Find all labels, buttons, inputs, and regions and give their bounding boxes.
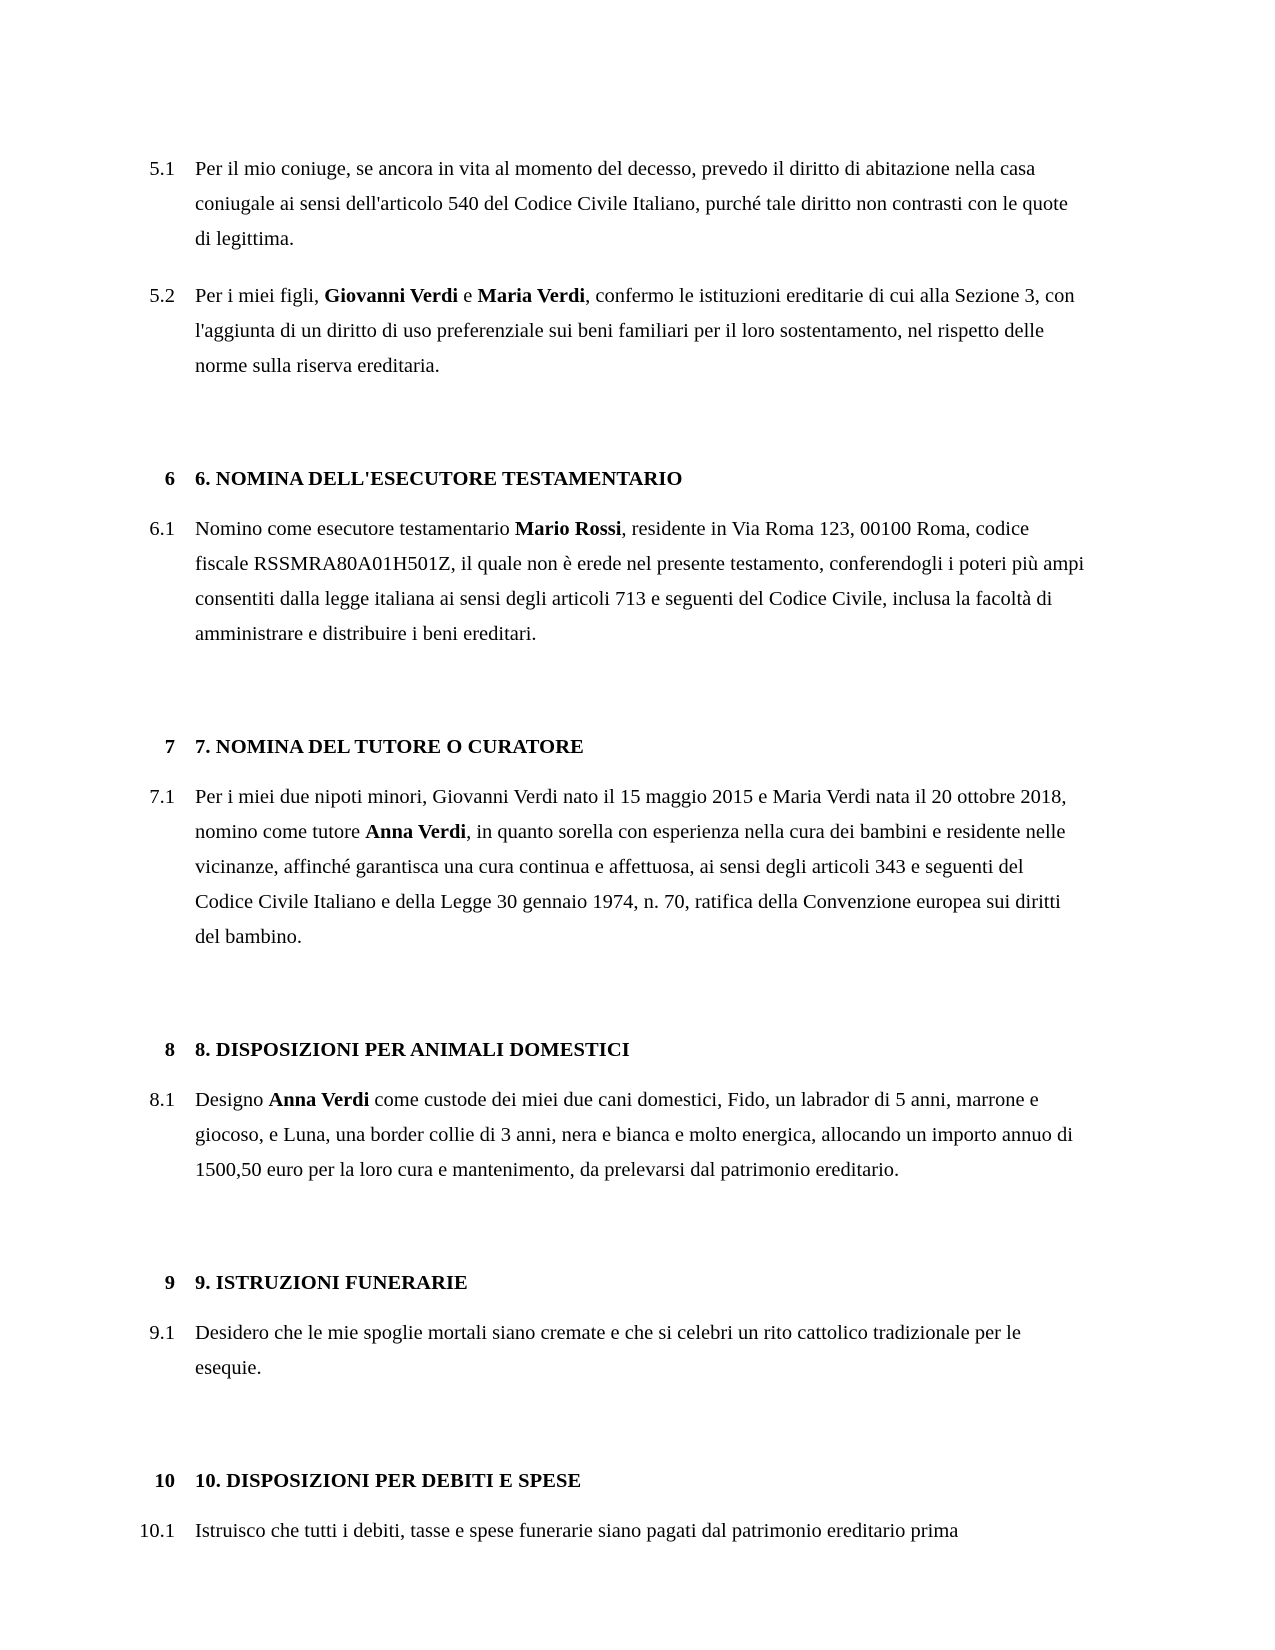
section-title: 9. ISTRUZIONI FUNERARIE — [195, 1272, 468, 1294]
clause-number: 5.1 — [149, 158, 175, 180]
clause-number: 7.1 — [149, 786, 175, 808]
clause-text: Istruisco che tutti i debiti, tasse e spese funerarie siano pagati dal patrimonio ereditario prima — [195, 1520, 959, 1542]
spacer — [133, 406, 1085, 464]
clause-8-1 — [133, 1083, 1085, 1188]
clause-text: Designo Anna Verdi come custode dei miei due cani domestici, Fido, un labrador di 5 anni, marrone e giocoso, e Luna, una border collie di 3 anni, nera e bianca e molto energica, allocando un importo annuo di 1500,50 euro per la loro cura e mantenimento, da prelevarsi dal patrimonio ereditario. — [195, 1089, 1073, 1181]
clause-10-1 — [133, 1514, 1085, 1549]
clause-text: Nomino come esecutore testamentario Mario Rossi, residente in Via Roma 123, 00100 Roma, codice fiscale RSSMRA80A01H501Z, il quale non è erede nel presente testamento, conferendogli i poteri più ampi consentiti dalla legge italiana ai sensi degli articoli 713 e seguenti del Codice Civile, inclusa la facoltà di amministrare e distribuire i beni ereditari. — [195, 518, 1085, 645]
clause-number: 6.1 — [149, 518, 175, 540]
clause-6-1 — [133, 512, 1085, 652]
clause-7-1 — [133, 780, 1085, 955]
clause-number: 10.1 — [139, 1520, 175, 1542]
section-title: 10. DISPOSIZIONI PER DEBITI E SPESE — [195, 1470, 582, 1492]
section-heading-10 — [133, 1466, 1085, 1496]
section-title: 8. DISPOSIZIONI PER ANIMALI DOMESTICI — [195, 1039, 630, 1061]
clause-5-2 — [133, 279, 1085, 384]
section-heading-9 — [133, 1268, 1085, 1298]
spacer — [133, 1408, 1085, 1466]
clause-9-1 — [133, 1316, 1085, 1386]
clause-number: 9.1 — [149, 1322, 175, 1344]
clause-number: 8.1 — [149, 1089, 175, 1111]
section-heading-7 — [133, 732, 1085, 762]
clause-text: Per i miei due nipoti minori, Giovanni Verdi nato il 15 maggio 2015 e Maria Verdi nata il 20 ottobre 2018, nomino come tutore Anna Verdi, in quanto sorella con esperienza nella cura dei bambini e residente nelle vicinanze, affinché garantisca una cura continua e affettuosa, ai sensi degli articoli 343 e seguenti del Codice Civile Italiano e della Legge 30 gennaio 1974, n. 70, ratifica della Convenzione europea sui diritti del bambino. — [195, 786, 1067, 948]
spacer — [133, 1496, 1085, 1514]
spacer — [133, 1210, 1085, 1268]
section-title: 6. NOMINA DELL'ESECUTORE TESTAMENTARIO — [195, 468, 683, 490]
clause-number: 5.2 — [149, 285, 175, 307]
clause-text: Per i miei figli, Giovanni Verdi e Maria Verdi, confermo le istituzioni ereditarie di cui alla Sezione 3, con l'aggiunta di un diritto di uso preferenziale sui beni familiari per il loro sostentamento, nel rispetto delle norme sulla riserva ereditaria. — [195, 285, 1075, 377]
spacer — [133, 674, 1085, 732]
section-title: 7. NOMINA DEL TUTORE O CURATORE — [195, 736, 584, 758]
clause-text: Desidero che le mie spoglie mortali siano cremate e che si celebri un rito cattolico tradizionale per le esequie. — [195, 1322, 1021, 1379]
clause-5-1 — [133, 152, 1085, 257]
spacer — [133, 762, 1085, 780]
spacer — [133, 1298, 1085, 1316]
section-heading-6 — [133, 464, 1085, 494]
section-number: 10 — [154, 1470, 175, 1492]
clause-text: Per il mio coniuge, se ancora in vita al momento del decesso, prevedo il diritto di abitazione nella casa coniugale ai sensi dell'articolo 540 del Codice Civile Italiano, purché tale diritto non contrasti con le quote di legittima. — [195, 158, 1068, 250]
section-number: 7 — [164, 736, 175, 758]
spacer — [133, 1065, 1085, 1083]
section-heading-8 — [133, 1035, 1085, 1065]
spacer — [133, 977, 1085, 1035]
spacer — [133, 494, 1085, 512]
section-number: 8 — [164, 1039, 175, 1061]
section-number: 9 — [164, 1272, 175, 1294]
section-number: 6 — [164, 468, 175, 490]
